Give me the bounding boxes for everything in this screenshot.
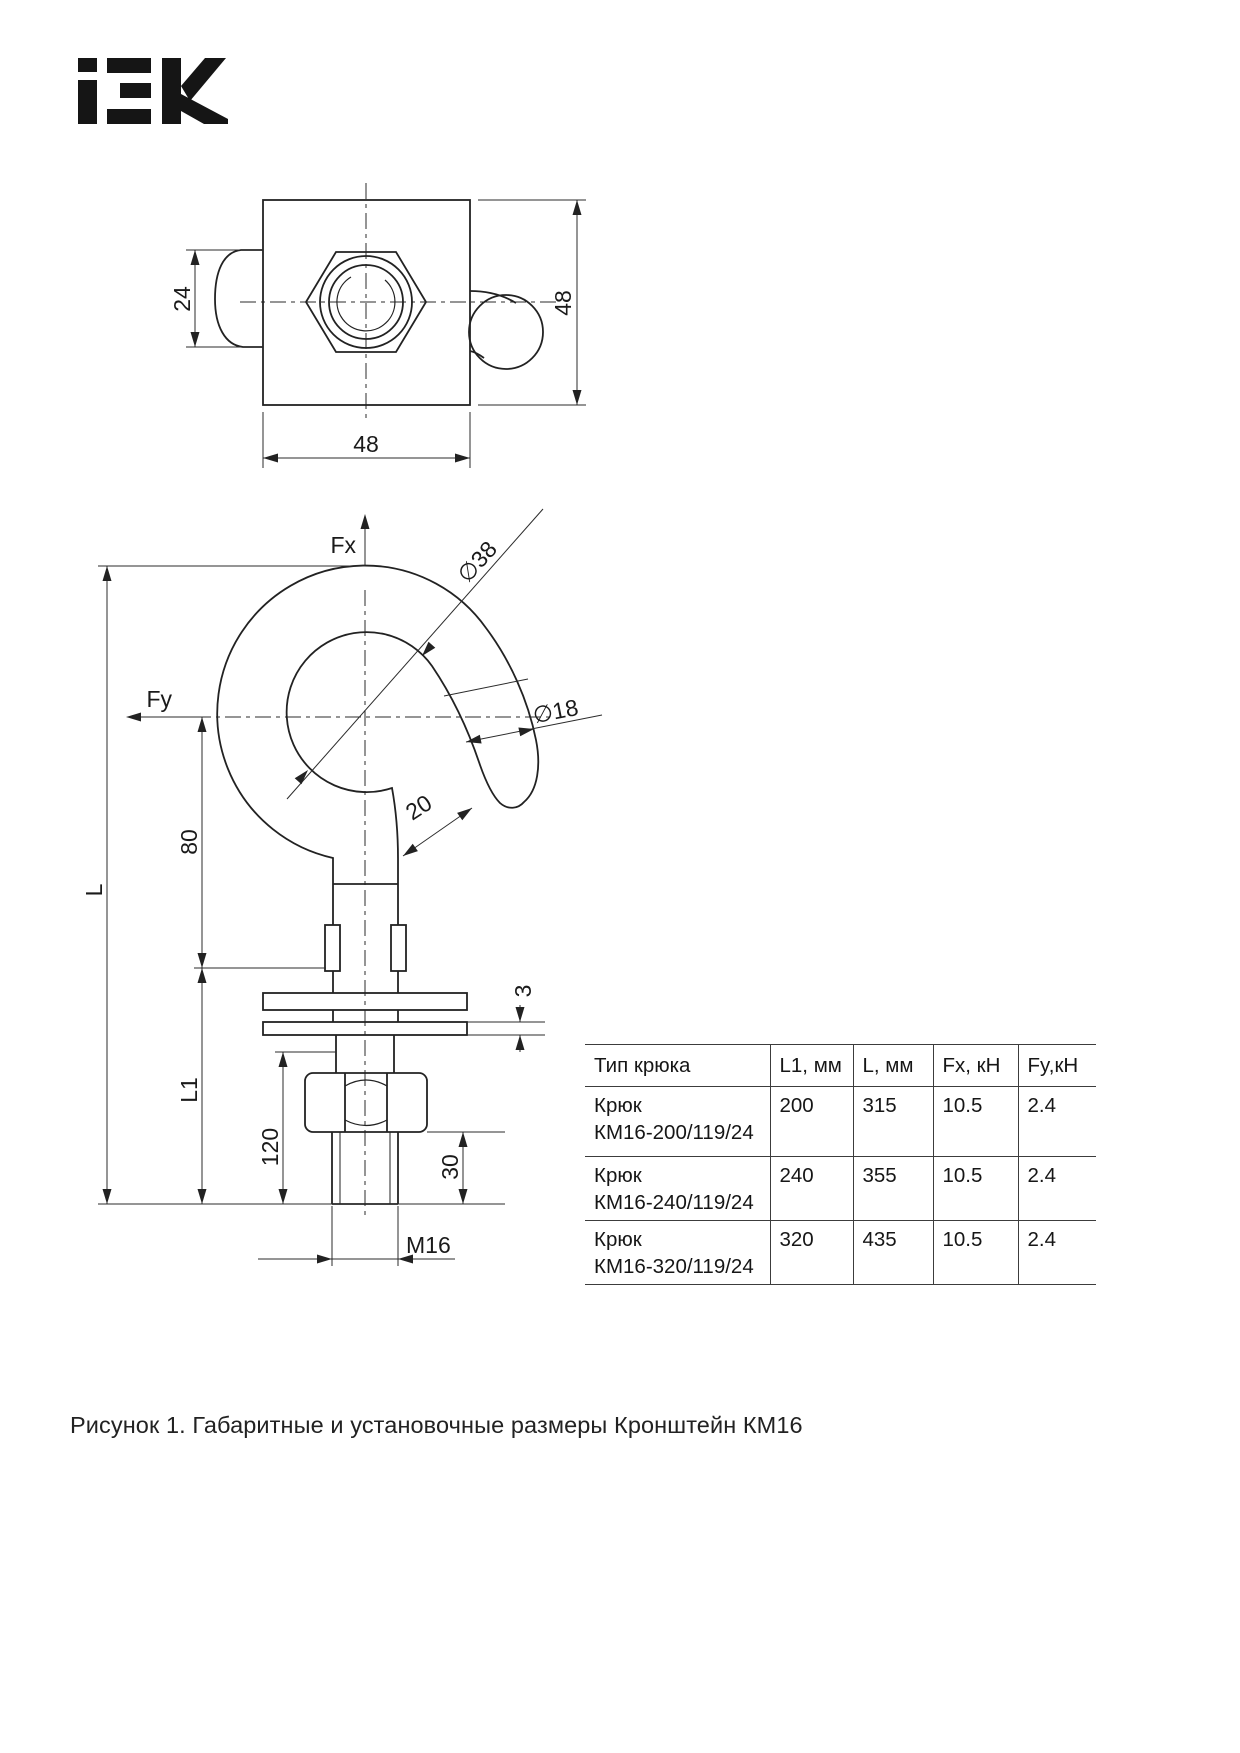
arrow-icon xyxy=(459,1189,468,1204)
table-row xyxy=(585,1087,1096,1157)
fx-arrow-icon xyxy=(361,514,370,529)
cell-fx: 10.5 xyxy=(933,1221,1018,1285)
centerlines xyxy=(135,183,557,1218)
arrow-icon xyxy=(263,454,278,463)
arrow-icon xyxy=(191,332,200,347)
arrow-icon xyxy=(516,1035,525,1050)
arrow-icon xyxy=(518,728,534,737)
right-clip-pin xyxy=(391,925,406,971)
dim-label-20: 20 xyxy=(400,789,437,826)
arrow-icon xyxy=(403,844,418,856)
cell-hook-type xyxy=(585,1221,770,1285)
dia18-ext-tick xyxy=(444,679,528,696)
hook-type-line1: Крюк xyxy=(594,1228,642,1252)
col-header-l1: L1, мм xyxy=(770,1045,853,1087)
hook-type-line2: КМ16-200/119/24 xyxy=(594,1121,754,1145)
cell-fx: 10.5 xyxy=(933,1157,1018,1221)
arrow-icon xyxy=(279,1052,288,1067)
nut-chamfer-arc-top xyxy=(345,1080,387,1086)
hook-view-dimensions xyxy=(98,509,602,1266)
hook-type-line1: Крюк xyxy=(594,1164,642,1188)
cell-l1: 240 xyxy=(770,1157,853,1221)
dim-label-dia18: ∅18 xyxy=(530,694,581,729)
arrow-icon xyxy=(198,717,207,732)
cell-fx: 10.5 xyxy=(933,1087,1018,1157)
dim-label-48-width: 48 xyxy=(353,431,379,457)
arrow-icon xyxy=(457,808,472,820)
hook-body-outline xyxy=(217,566,538,884)
nut-chamfer-arc-bottom xyxy=(345,1120,387,1126)
left-clip-pin xyxy=(325,925,340,971)
fy-arrow-icon xyxy=(126,713,141,722)
dim-label-L: L xyxy=(81,883,107,897)
force-label-fx: Fx xyxy=(330,532,356,558)
arrow-icon xyxy=(573,200,582,215)
dim-label-m16: M16 xyxy=(406,1232,451,1258)
dim-label-120: 120 xyxy=(257,1127,283,1167)
right-tab-lower-line xyxy=(470,351,484,358)
cell-l: 435 xyxy=(853,1221,933,1285)
cell-fy: 2.4 xyxy=(1018,1157,1096,1221)
col-header-fx: Fx, кН xyxy=(933,1045,1018,1087)
force-label-fy: Fy xyxy=(146,686,172,712)
arrow-icon xyxy=(279,1189,288,1204)
hook-type-line1: Крюк xyxy=(594,1094,642,1118)
arrow-icon xyxy=(459,1132,468,1147)
arrow-icon xyxy=(198,1189,207,1204)
hook-type-line2: КМ16-320/119/24 xyxy=(594,1255,754,1279)
table-row xyxy=(585,1221,1096,1285)
hook-view xyxy=(217,566,538,1204)
hook-rod-section-circle xyxy=(469,295,543,369)
dim-label-24: 24 xyxy=(169,286,195,312)
dia38-leader-line xyxy=(287,509,543,799)
arrow-icon xyxy=(198,953,207,968)
col-header-fy: Fy,кН xyxy=(1018,1045,1096,1087)
col-header-type: Тип крюка xyxy=(585,1045,770,1087)
dim-label-dia38: ∅38 xyxy=(452,535,502,588)
dim-label-3: 3 xyxy=(510,984,536,998)
hook-type-line2: КМ16-240/119/24 xyxy=(594,1191,754,1215)
cell-hook-type xyxy=(585,1087,770,1157)
cell-l: 355 xyxy=(853,1157,933,1221)
arrow-icon xyxy=(103,1189,112,1204)
hook-view-dim-arrows xyxy=(103,514,535,1264)
arrow-icon xyxy=(191,250,200,265)
left-tab-outline xyxy=(215,250,263,347)
arrow-icon xyxy=(455,454,470,463)
hex-nut-front-view xyxy=(305,1073,427,1132)
dim-label-48-height: 48 xyxy=(550,290,576,316)
top-view-dim-arrows xyxy=(191,200,582,463)
cell-fy: 2.4 xyxy=(1018,1087,1096,1157)
cell-l: 315 xyxy=(853,1087,933,1157)
dim-label-L1: L1 xyxy=(176,1077,202,1103)
dim-label-30: 30 xyxy=(437,1154,463,1180)
cell-l1: 200 xyxy=(770,1087,853,1157)
col-header-l: L, мм xyxy=(853,1045,933,1087)
figure-caption: Рисунок 1. Габаритные и установочные размеры Кронштейн КМ16 xyxy=(70,1412,803,1438)
arrow-icon xyxy=(317,1255,332,1264)
arrow-icon xyxy=(198,968,207,983)
cell-l1: 320 xyxy=(770,1221,853,1285)
arrow-icon xyxy=(573,390,582,405)
cell-fy: 2.4 xyxy=(1018,1221,1096,1285)
table-row xyxy=(585,1157,1096,1221)
dim-label-80: 80 xyxy=(176,829,202,855)
hook-spec-table xyxy=(585,1044,1096,1285)
table-header-row xyxy=(585,1045,1096,1087)
arrow-icon xyxy=(516,1007,525,1022)
arrow-icon xyxy=(103,566,112,581)
cell-hook-type xyxy=(585,1157,770,1221)
